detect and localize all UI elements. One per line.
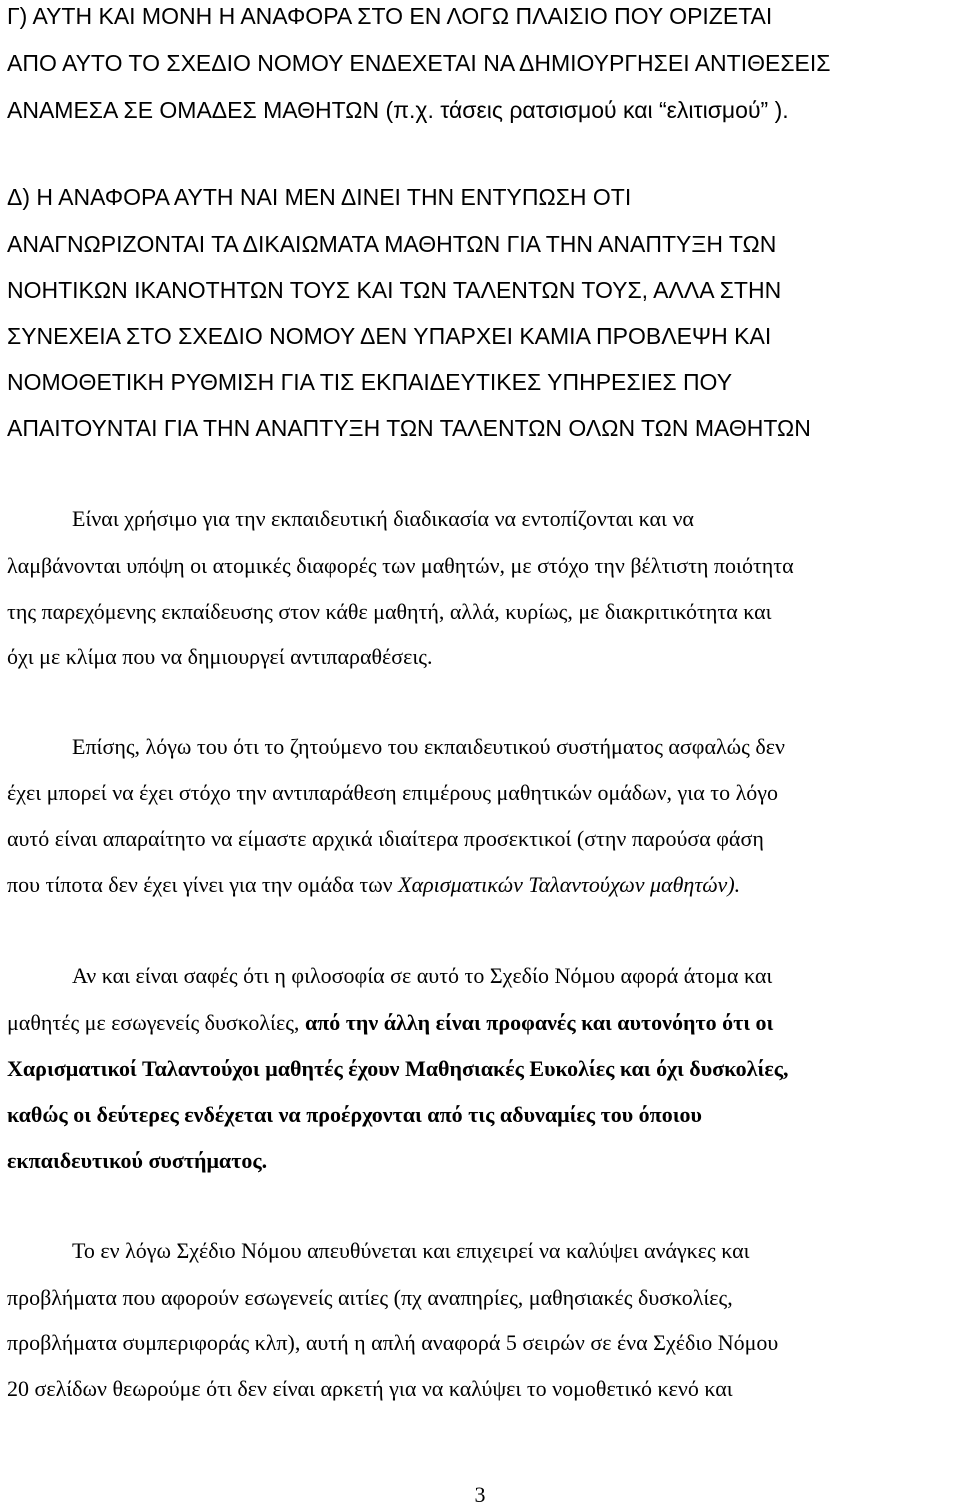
paragraph-3-line-2-plain: μαθητές με εσωγενείς δυσκολίες, (7, 1010, 305, 1035)
paragraph-4-line-3: προβλήματα συμπεριφοράς κλπ), αυτή η απλή αναφορά 5 σειρών σε ένα Σχέδιο Νόμου (7, 1330, 779, 1355)
paragraph-3-line-2-bold: από την άλλη είναι προφανές και αυτονόητο ότι οι (304, 1010, 774, 1035)
paragraph-2-line-4 (7, 874, 740, 896)
paragraph-1-line-3: της παρεχόμενης εκπαίδευσης στον κάθε μαθητή, αλλά, κυρίως, με διακριτικότητα και (7, 599, 772, 624)
paragraph-2-line-2: έχει μπορεί να έχει στόχο την αντιπαράθεση επιμέρους μαθητικών ομάδων, για το λόγο (7, 780, 778, 805)
paragraph-4-line-2: προβλήματα που αφορούν εσωγενείς αιτίες (πχ αναπηρίες, μαθησιακές δυσκολίες, (7, 1285, 733, 1310)
paragraph-2-line-3: αυτό είναι απαραίτητο να είμαστε αρχικά ιδιαίτερα προσεκτικοί (στην παρούσα φάση (7, 826, 764, 851)
section-d-line-3: ΝΟΗΤΙΚΩΝ ΙΚΑΝΟΤΗΤΩΝ ΤΟΥΣ ΚΑΙ ΤΩΝ ΤΑΛΕΝΤΩΝ ΤΟΥΣ, ΑΛΛΑ ΣΤΗΝ (7, 277, 782, 303)
section-d-line-6: ΑΠΑΙΤΟΥΝΤΑΙ ΓΙΑ ΤΗΝ ΑΝΑΠΤΥΞΗ ΤΩΝ ΤΑΛΕΝΤΩΝ ΟΛΩΝ ΤΩΝ ΜΑΘΗΤΩΝ (7, 415, 811, 441)
section-g-line-2: ΑΠΟ ΑΥΤΟ ΤΟ ΣΧΕΔΙΟ ΝΟΜΟΥ ΕΝΔΕΧΕΤΑΙ ΝΑ ΔΗΜΙΟΥΡΓΗΣΕΙ ΑΝΤΙΘΕΣΕΙΣ (7, 50, 831, 76)
paragraph-1-line-1: Είναι χρήσιμο για την εκπαιδευτική διαδικασία να εντοπίζονται και να (72, 506, 694, 531)
section-g-line-1: Γ) ΑΥΤΗ ΚΑΙ ΜΟΝΗ Η ΑΝΑΦΟΡΑ ΣΤΟ ΕΝ ΛΟΓΩ ΠΛΑΙΣΙΟ ΠΟΥ ΟΡΙΖΕΤΑΙ (7, 3, 773, 29)
section-d-line-1: Δ) Η ΑΝΑΦΟΡΑ ΑΥΤΗ ΝΑΙ ΜΕΝ ΔΙΝΕΙ ΤΗΝ ΕΝΤΥΠΩΣΗ ΟΤΙ (7, 184, 632, 210)
section-d-line-5: ΝΟΜΟΘΕΤΙΚΗ ΡΥΘΜΙΣΗ ΓΙΑ ΤΙΣ ΕΚΠΑΙΔΕΥΤΙΚΕΣ ΥΠΗΡΕΣΙΕΣ ΠΟΥ (7, 369, 733, 395)
paragraph-4-line-4: 20 σελίδων θεωρούμε ότι δεν είναι αρκετή για να καλύψει το νομοθετικό κενό και (7, 1376, 733, 1401)
paragraph-2-italic-phrase: Χαρισματικών Ταλαντούχων μαθητών). (398, 872, 741, 897)
section-d-line-2: ΑΝΑΓΝΩΡΙΖΟΝΤΑΙ ΤΑ ΔΙΚΑΙΩΜΑΤΑ ΜΑΘΗΤΩΝ ΓΙΑ ΤΗΝ ΑΝΑΠΤΥΞΗ ΤΩΝ (7, 231, 777, 257)
paragraph-3-line-4: καθώς οι δεύτερες ενδέχεται να προέρχονται από τις αδυναμίες του όποιου (7, 1102, 702, 1127)
paragraph-3-line-3: Χαρισματικοί Ταλαντούχοι μαθητές έχουν Μαθησιακές Ευκολίες και όχι δυσκολίες, (7, 1056, 789, 1081)
paragraph-2-line-4-plain: που τίποτα δεν έχει γίνει για την ομάδα των (7, 872, 399, 897)
paragraph-3-line-5: εκπαιδευτικού συστήματος. (7, 1148, 268, 1173)
paragraph-3-line-1: Αν και είναι σαφές ότι η φιλοσοφία σε αυτό το Σχεδίο Νόμου αφορά άτομα και (72, 963, 773, 988)
section-d-line-4: ΣΥΝΕΧΕΙΑ ΣΤΟ ΣΧΕΔΙΟ ΝΟΜΟΥ ΔΕΝ ΥΠΑΡΧΕΙ ΚΑΜΙΑ ΠΡΟΒΛΕΨΗ ΚΑΙ (7, 323, 772, 349)
paragraph-3-line-2 (7, 1012, 773, 1034)
section-g-line-3: ΑΝΑΜΕΣΑ ΣΕ ΟΜΑΔΕΣ ΜΑΘΗΤΩΝ (π.χ. τάσεις ρατσισμού και “ελιτισμού” ). (7, 97, 789, 123)
paragraph-4-line-1: Το εν λόγω Σχέδιο Νόμου απευθύνεται και επιχειρεί να καλύψει ανάγκες και (72, 1238, 750, 1263)
paragraph-1-line-2: λαμβάνονται υπόψη οι ατομικές διαφορές των μαθητών, με στόχο την βέλτιστη ποιότητα (7, 553, 794, 578)
paragraph-1-line-4: όχι με κλίμα που να δημιουργεί αντιπαραθέσεις. (7, 644, 433, 669)
page-number: 3 (474, 1482, 486, 1507)
paragraph-2-line-1: Επίσης, λόγω του ότι το ζητούμενο του εκπαιδευτικού συστήματος ασφαλώς δεν (72, 734, 785, 759)
